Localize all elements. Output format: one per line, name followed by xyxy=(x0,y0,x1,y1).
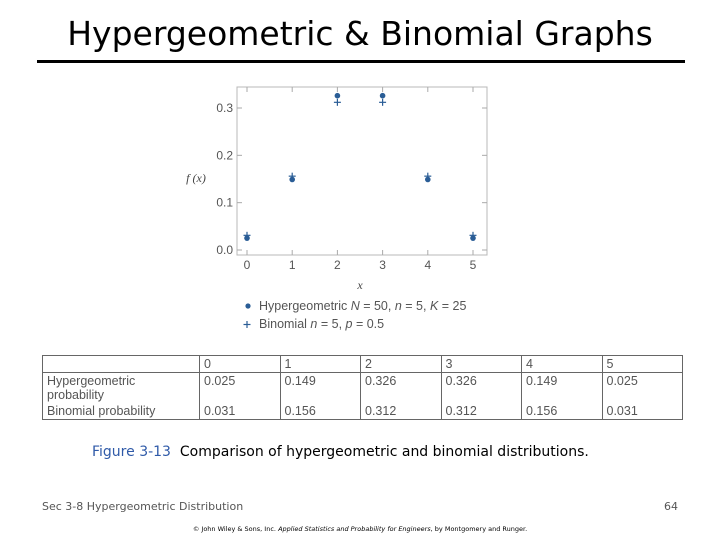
legend-text-part: = 5, xyxy=(317,317,346,331)
x-tick-label: 0 xyxy=(243,258,251,272)
copyright-prefix: © John Wiley & Sons, Inc. xyxy=(192,525,276,533)
x-axis-label: x xyxy=(357,278,363,292)
legend-text-part: = 5, xyxy=(401,299,430,313)
footer-section-label: Sec 3-8 Hypergeometric Distribution xyxy=(42,500,244,513)
legend-text-part: K xyxy=(429,299,439,313)
x-tick-label: 2 xyxy=(334,258,341,272)
legend-text-part: Binomial xyxy=(259,317,311,331)
slide-title: Hypergeometric & Binomial Graphs xyxy=(67,14,653,53)
legend-dot-marker xyxy=(245,303,250,308)
table-header-cell: 3 xyxy=(441,356,522,373)
y-tick-label: 0.0 xyxy=(216,243,233,257)
table-cell: 0.312 xyxy=(361,403,442,420)
x-tick-label: 5 xyxy=(469,258,477,272)
y-axis-label: f (x) xyxy=(186,171,206,185)
legend-binomial xyxy=(259,317,384,331)
binomial-point xyxy=(334,99,341,106)
legend-text-part: n xyxy=(394,299,402,313)
table-cell: 0.149 xyxy=(522,373,603,404)
plot-frame xyxy=(237,87,487,255)
legend-plus-marker xyxy=(244,321,251,328)
figure-caption xyxy=(92,444,589,460)
table-row-label: Binomial probability xyxy=(43,403,200,420)
table-header-cell: 0 xyxy=(200,356,281,373)
x-tick-label: 4 xyxy=(424,258,432,272)
table-header-row xyxy=(43,356,683,373)
legend-text-part: n xyxy=(310,317,318,331)
legend-hypergeometric xyxy=(259,299,466,313)
distribution-scatter-chart xyxy=(180,78,500,338)
legend-text-part: = 50, xyxy=(359,299,395,313)
figure-caption-text: Comparison of hypergeometric and binomial distributions. xyxy=(179,444,589,460)
table-cell: 0.326 xyxy=(361,373,442,404)
copyright-book-title: Applied Statistics and Probability for Engineers xyxy=(278,525,431,533)
table-header-cell: 1 xyxy=(280,356,361,373)
binomial-point xyxy=(379,99,386,106)
table-row-label: Hypergeometric probability xyxy=(43,373,200,404)
table-cell: 0.025 xyxy=(200,373,281,404)
table-header-cell: 2 xyxy=(361,356,442,373)
legend-text-part: Hypergeometric xyxy=(259,299,351,313)
y-tick-label: 0.3 xyxy=(216,101,233,115)
table-cell: 0.156 xyxy=(522,403,603,420)
title-underline xyxy=(37,60,685,63)
table-cell: 0.149 xyxy=(280,373,361,404)
y-tick-label: 0.2 xyxy=(216,148,233,163)
copyright-suffix: , by Montgomery and Runger. xyxy=(430,525,528,533)
table-header-cell xyxy=(43,356,200,373)
figure-number: Figure 3-13 xyxy=(92,444,171,460)
copyright-notice xyxy=(0,525,720,533)
table-cell: 0.312 xyxy=(441,403,522,420)
probability-table xyxy=(42,355,683,420)
hypergeometric-point xyxy=(335,93,341,99)
table-cell: 0.156 xyxy=(280,403,361,420)
table-header-cell: 4 xyxy=(522,356,603,373)
hypergeometric-point xyxy=(380,93,386,99)
y-tick-label: 0.1 xyxy=(216,195,233,210)
legend-text-part: = 0.5 xyxy=(352,317,385,331)
table-cell: 0.326 xyxy=(441,373,522,404)
table-row-hypergeometric xyxy=(43,373,683,404)
table-cell: 0.025 xyxy=(602,373,683,404)
table-cell: 0.031 xyxy=(200,403,281,420)
table-header-cell: 5 xyxy=(602,356,683,373)
x-tick-label: 3 xyxy=(379,258,386,272)
page-number: 64 xyxy=(664,500,678,513)
x-tick-label: 1 xyxy=(288,258,296,272)
table-row-binomial xyxy=(43,403,683,420)
legend-text-part: = 25 xyxy=(438,299,467,313)
legend-text-part: p xyxy=(345,317,353,331)
legend-text-part: N xyxy=(350,299,360,313)
table-cell: 0.031 xyxy=(602,403,683,420)
